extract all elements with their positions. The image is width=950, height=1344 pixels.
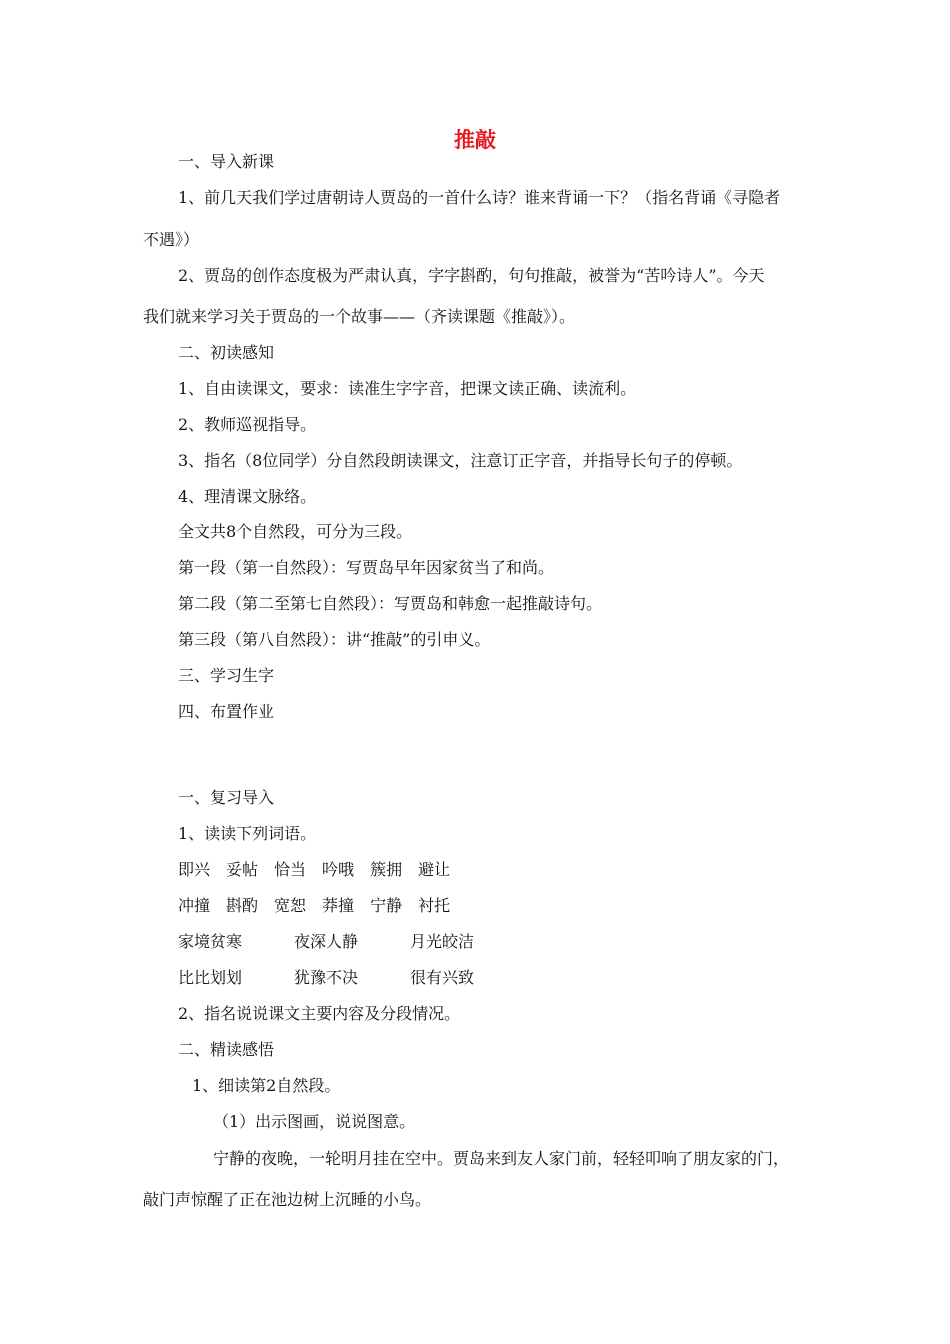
paragraph-line: 宁静的夜晚，一轮明月挂在空中。贾岛来到友人家门前，轻轻叩响了朋友家的门， [213,1149,790,1168]
list-item: 1、读读下列词语。 [178,824,317,843]
word: 莽撞 [322,896,355,915]
word: 即兴 [178,860,211,879]
word: 犹豫不决 [294,968,359,987]
section-heading: 三、学习生字 [178,666,275,685]
section-heading: 二、初读感知 [178,343,275,362]
section-heading: 一、导入新课 [178,152,275,171]
word: 斟酌 [226,896,259,915]
list-item: 3、指名（8位同学）分自然段朗读课文，注意订正字音，并指导长句子的停顿。 [178,451,743,470]
word: 冲撞 [178,896,211,915]
word: 比比划划 [178,968,243,987]
list-item: 第三段（第八自然段）：讲“推敲”的引申义。 [178,630,491,649]
word-row [178,896,466,916]
paragraph-line: 我们就来学习关于贾岛的一个故事——（齐读课题《推敲》）。 [143,307,576,326]
section-heading: 二、精读感悟 [178,1040,275,1059]
word: 妥帖 [226,860,259,879]
list-item: 第二段（第二至第七自然段）：写贾岛和韩愈一起推敲诗句。 [178,594,603,613]
word: 吟哦 [322,860,355,879]
list-item: 2、教师巡视指导。 [178,415,317,434]
word: 很有兴致 [410,968,475,987]
word: 夜深人静 [294,932,359,951]
word: 恰当 [274,860,307,879]
word-row [178,932,526,952]
word: 月光皎洁 [410,932,475,951]
section-heading: 四、布置作业 [178,702,275,721]
section-heading: 一、复习导入 [178,788,275,807]
word: 宽恕 [274,896,307,915]
list-item: 2、指名说说课文主要内容及分段情况。 [178,1004,461,1023]
list-item: 1、细读第2自然段。 [192,1076,341,1095]
word: 衬托 [418,896,451,915]
paragraph-line: 2、贾岛的创作态度极为严肃认真，字字斟酌，句句推敲，被誉为“苦吟诗人”。今天 [178,266,765,285]
document-title: 推敲 [454,128,496,152]
paragraph-line: 1、前几天我们学过唐朝诗人贾岛的一首什么诗？谁来背诵一下？（指名背诵《寻隐者 [178,188,781,207]
word: 避让 [418,860,451,879]
word: 簇拥 [370,860,403,879]
word: 宁静 [370,896,403,915]
list-item: （1）出示图画，说说图意。 [213,1112,416,1131]
word-row [178,968,526,988]
paragraph-line: 敲门声惊醒了正在池边树上沉睡的小鸟。 [143,1190,432,1209]
word-row [178,860,466,880]
list-item: 4、理清课文脉络。 [178,487,317,506]
list-item: 全文共8个自然段，可分为三段。 [178,522,413,541]
paragraph-line: 不遇》） [143,230,200,249]
list-item: 第一段（第一自然段）：写贾岛早年因家贫当了和尚。 [178,558,555,577]
word: 家境贫寒 [178,932,243,951]
list-item: 1、自由读课文，要求：读准生字字音，把课文读正确、读流利。 [178,379,637,398]
